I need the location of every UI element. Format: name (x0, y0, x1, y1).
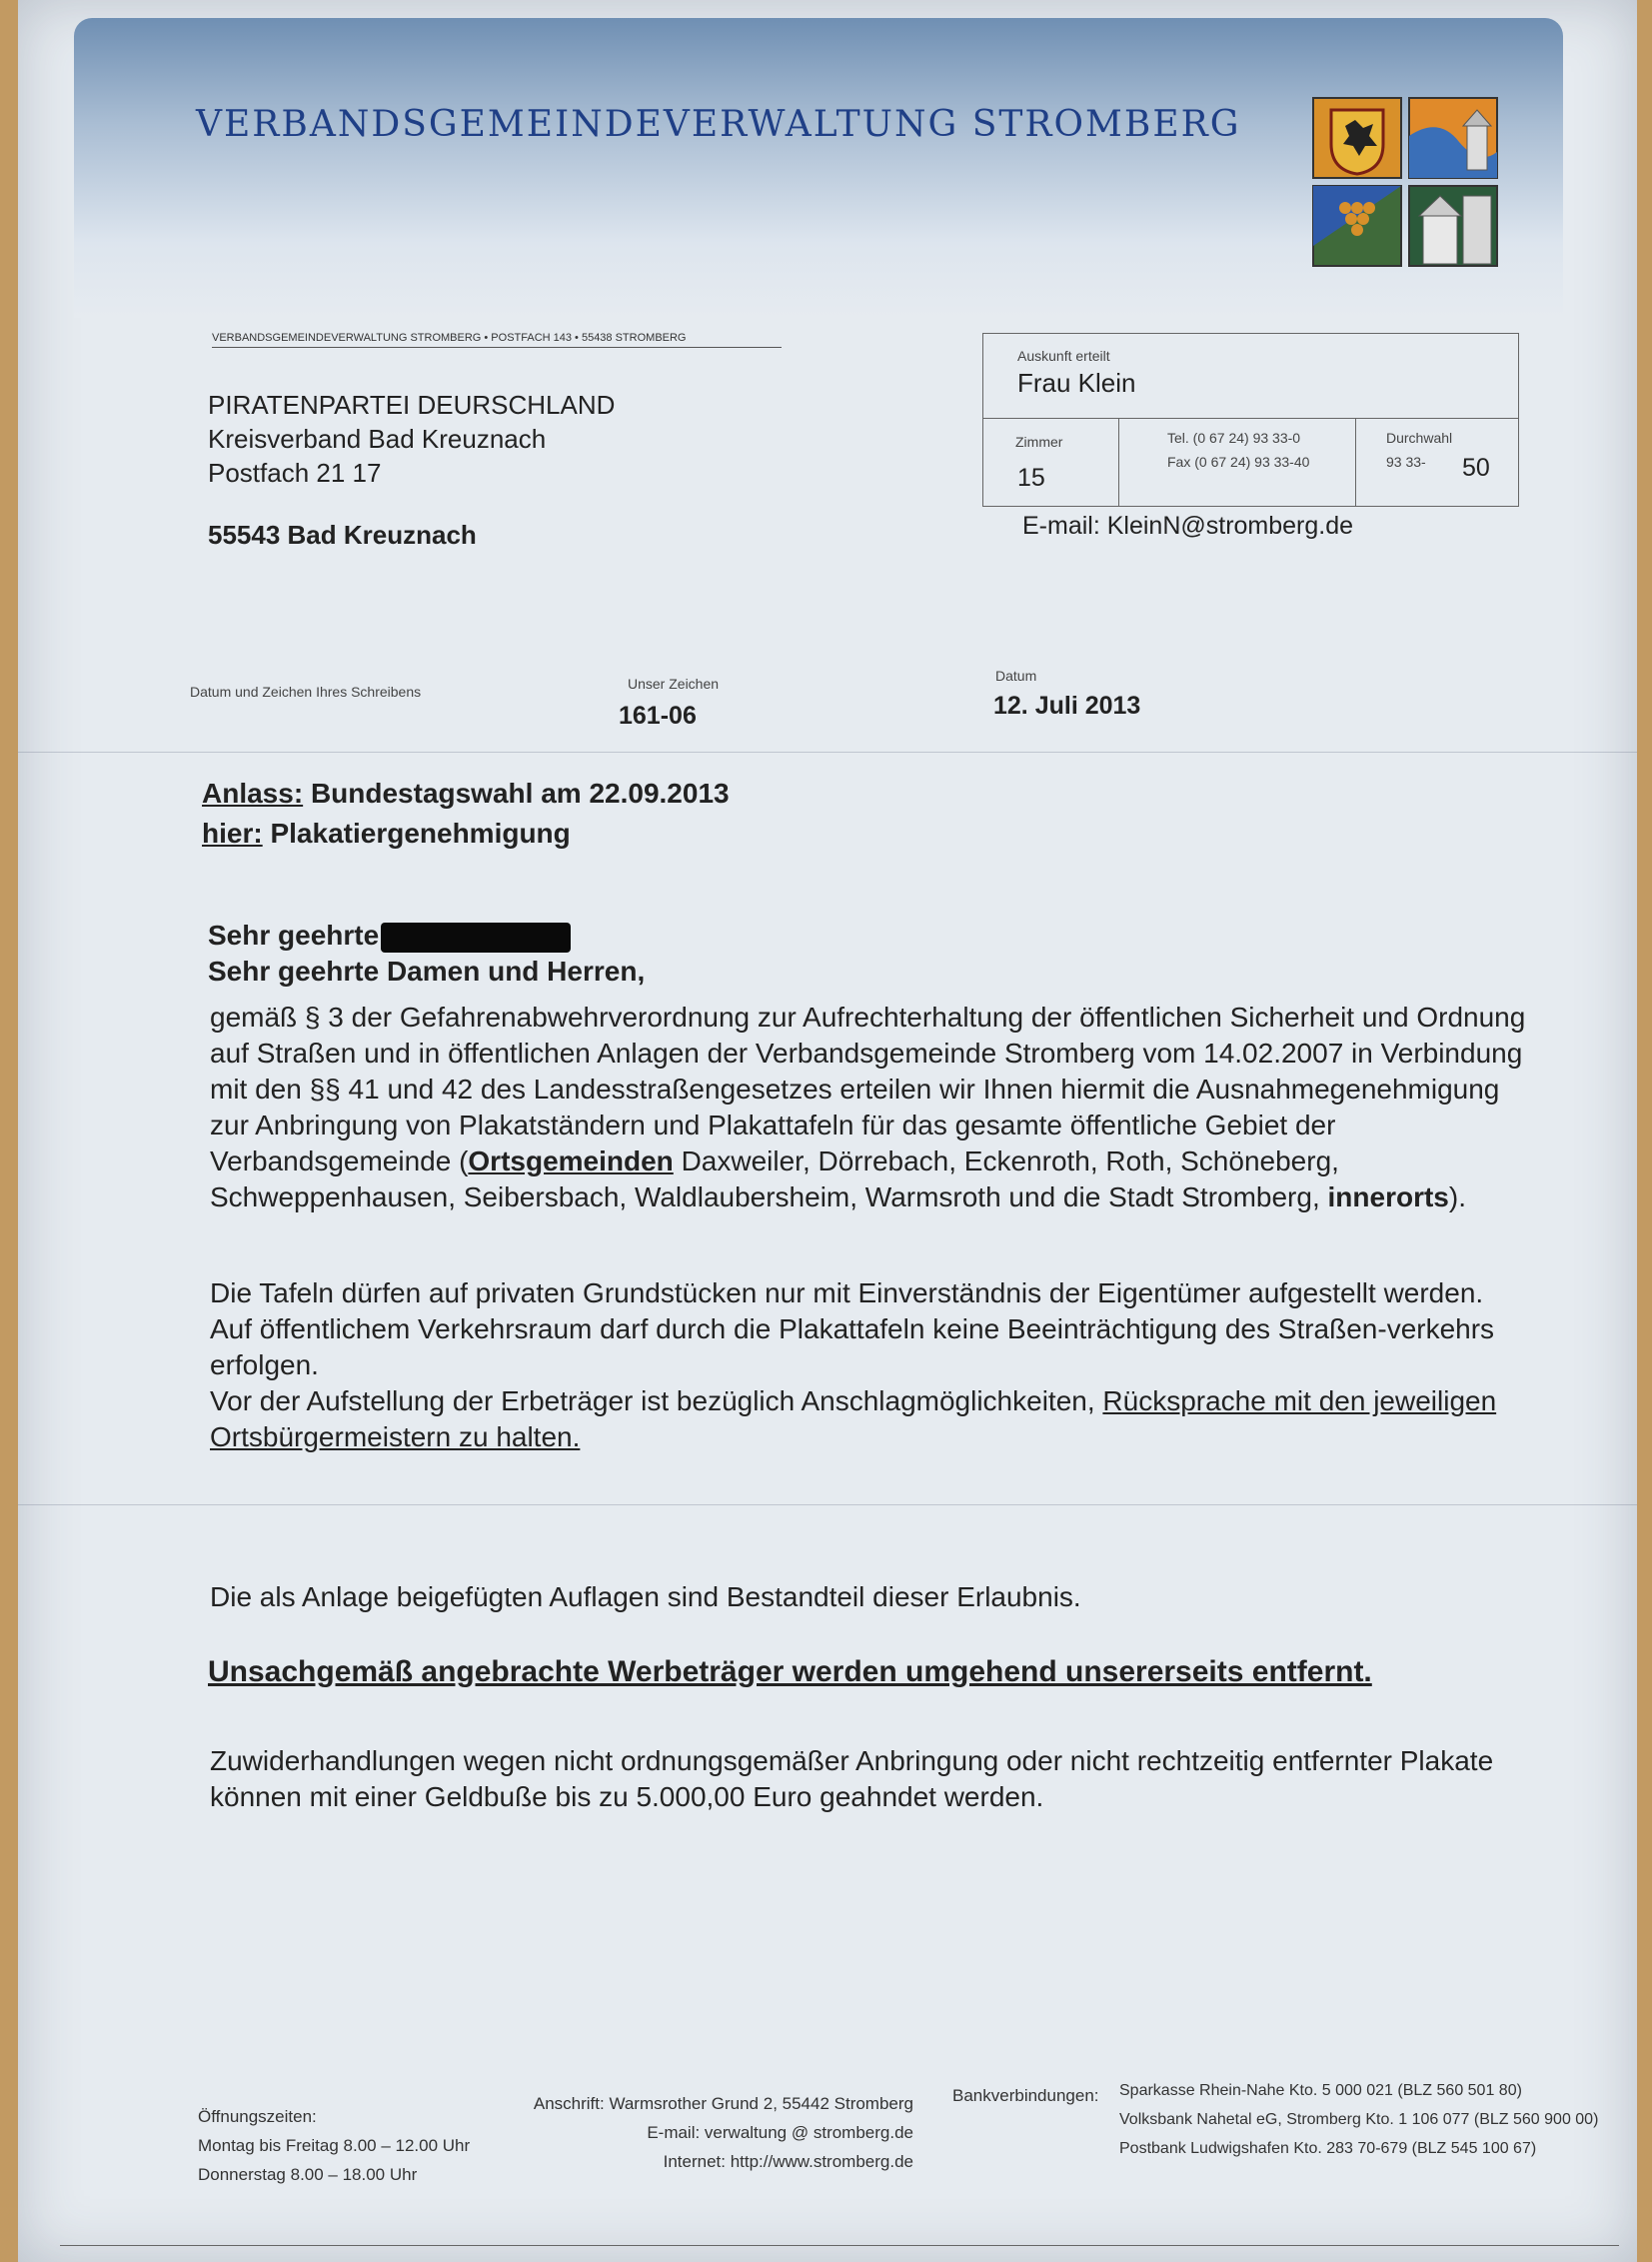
extension-label: Durchwahl (1386, 430, 1453, 446)
contact-name: Frau Klein (1017, 368, 1136, 398)
subject-block (202, 774, 730, 854)
body-text: ). (1448, 1181, 1466, 1212)
salutation-line: Sehr geehrte Damen und Herren, (208, 956, 646, 987)
footer-opening-hours (198, 2102, 470, 2189)
recipient-address (208, 388, 615, 552)
footer-email: E-mail: verwaltung @ stromberg.de (647, 2123, 913, 2142)
phone-cell (1119, 418, 1356, 506)
hours-line: Montag bis Freitag 8.00 – 12.00 Uhr (198, 2136, 471, 2155)
bank-line: Sparkasse Rhein-Nahe Kto. 5 000 021 (BLZ 560 501 80) (1119, 2082, 1522, 2099)
room-number: 15 (1017, 464, 1045, 492)
our-reference: 161-06 (619, 702, 697, 730)
footer-bank-details (1119, 2076, 1598, 2163)
salutation (208, 918, 645, 990)
room-label: Zimmer (1015, 434, 1063, 450)
redacted-name (381, 923, 571, 953)
body-paragraph-permit (210, 1000, 1529, 1215)
innerorts-label: innerorts (1327, 1181, 1449, 1212)
occasion-label: Anlass: (202, 778, 304, 809)
telephone-number: Tel. (0 67 24) 93 33-0 (1167, 430, 1301, 446)
footer-bank-label: Bankverbindungen: (952, 2086, 1099, 2105)
hours-line: Donnerstag 8.00 – 18.00 Uhr (198, 2165, 418, 2184)
fold-line (18, 752, 1637, 753)
body-paragraph-attachment: Die als Anlage beigefügten Auflagen sind Bestandteil dieser Erlaubnis. (210, 1581, 1081, 1612)
room-cell (983, 418, 1119, 506)
contact-email: E-mail: KleinN@stromberg.de (1022, 512, 1354, 540)
here-text: Plakatiergenehmigung (270, 818, 571, 849)
date-label: Datum (995, 668, 1037, 684)
coat-of-arms-logo (1311, 96, 1509, 270)
letter-date: 12. Juli 2013 (993, 692, 1141, 720)
recipient-city: 55543 Bad Kreuznach (208, 520, 477, 550)
extension-prefix: 93 33- (1386, 454, 1426, 470)
recipient-line: PIRATENPARTEI DEURSCHLAND (208, 390, 616, 420)
here-label: hier: (202, 818, 263, 849)
body-paragraph-fine: Zuwiderhandlungen wegen nicht ordnungsgemäßer Anbringung oder nicht rechtzeitig entfernter Plakate können mit einer Geldbuße bis zu 5.000,00 Euro geahndet werden. (210, 1745, 1494, 1812)
your-reference-label: Datum und Zeichen Ihres Schreibens (190, 684, 422, 700)
salutation-line: Sehr geehrte (208, 920, 380, 951)
municipalities-label: Ortsgemeinden (468, 1145, 674, 1176)
organization-name: VERBANDSGEMEINDEVERWALTUNG STROMBERG (196, 104, 1241, 145)
our-reference-label: Unser Zeichen (628, 676, 720, 692)
recipient-line: Postfach 21 17 (208, 458, 382, 488)
footer-address (516, 2089, 913, 2176)
bank-line: Volksbank Nahetal eG, Stromberg Kto. 1 106 077 (BLZ 560 900 00) (1119, 2111, 1599, 2128)
body-text: Auf öffentlichem Verkehrsraum darf durch die Plakattafeln keine Beeinträchtigung des Straßen-verkehrs erfolgen. (210, 1313, 1495, 1380)
extension-cell (1356, 418, 1518, 506)
recipient-line: Kreisverband Bad Kreuznach (208, 424, 547, 454)
fax-number: Fax (0 67 24) 93 33-40 (1167, 454, 1310, 470)
body-paragraph-conditions (210, 1275, 1529, 1455)
removal-warning: Unsachgemäß angebrachte Werbeträger werden umgehend unsererseits entfernt. (208, 1655, 1372, 1688)
footer-address-line: Anschrift: Warmsrother Grund 2, 55442 Stromberg (533, 2094, 913, 2113)
footer-website: Internet: http://www.stromberg.de (663, 2152, 913, 2171)
body-text: Daxweiler, Dörrebach, Eckenroth, Roth, Schöneberg, Schweppenhausen, Seibersbach, Waldlaubersheim, Warmsroth und die Stadt Stromberg, (210, 1145, 1339, 1212)
sender-return-address: VERBANDSGEMEINDEVERWALTUNG STROMBERG • POSTFACH 143 • 55438 STROMBERG (212, 332, 782, 348)
bottom-border-line (60, 2245, 1619, 2246)
info-label: Auskunft erteilt (1017, 348, 1110, 364)
body-text: Vor der Aufstellung der Erbeträger ist bezüglich Anschlagmöglichkeiten, (210, 1385, 1103, 1416)
body-text: gemäß § 3 der Gefahrenabwehrverordnung zur Aufrechterhaltung der öffentlichen Sicherheit und Ordnung auf Straßen und in öffentlichen Anlagen der Verbandsgemeinde Stromberg vom 14.02.2007 in Verbindung mit den §§ 41 und 42 des Landesstraßengesetzes erteilen wir Ihnen hiermit die Ausnahmegenehmigung zur Anbringung von Plakatständern und Plakattafeln für das gesamte öffentliche Gebiet der Verbandsgemeinde ( (210, 1002, 1526, 1176)
bank-line: Postbank Ludwigshafen Kto. 283 70-679 (BLZ 545 100 67) (1119, 2140, 1537, 2157)
fold-line (18, 1504, 1637, 1505)
extension-number: 50 (1462, 454, 1490, 482)
hours-label: Öffnungszeiten: (198, 2107, 317, 2126)
consultation-note: Rücksprache mit den jeweiligen Ortsbürgermeistern zu halten. (210, 1385, 1497, 1452)
body-text: Die Tafeln dürfen auf privaten Grundstücken nur mit Einverständnis der Eigentümer aufgestellt werden. (210, 1277, 1484, 1308)
contact-info-box (982, 333, 1519, 507)
occasion-text: Bundestagswahl am 22.09.2013 (310, 778, 730, 809)
